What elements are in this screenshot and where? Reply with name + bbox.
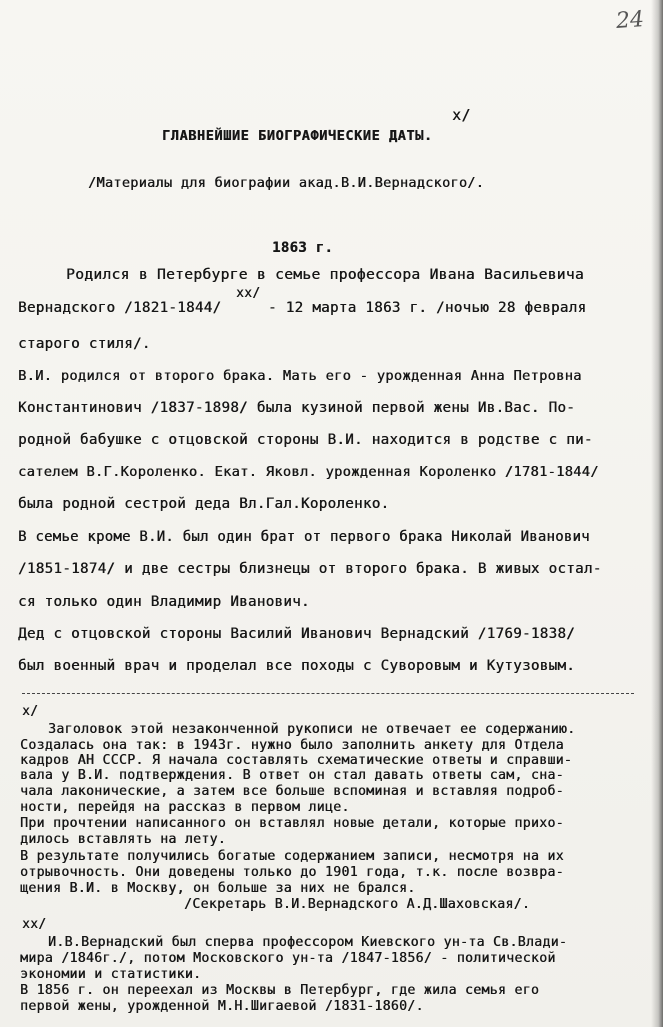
body-line: был военный врач и проделал все походы с Суворовым и Кутузовым. xyxy=(18,658,576,674)
body-line: была родной сестрой деда Вл.Гал.Короленко. xyxy=(18,496,390,512)
body-line: ся только один Владимир Иванович. xyxy=(18,594,310,610)
title-footnote-marker: x/ xyxy=(452,106,471,124)
year-heading: 1863 г. xyxy=(272,240,334,256)
body-line: Родился в Петербурге в семье профессора Ивана Васильевича xyxy=(66,266,584,283)
footnote-line: дилось вставлять на лету. xyxy=(20,832,226,847)
body-line: В.И. родился от второго брака. Мать его - урожденная Анна Петровна xyxy=(18,368,582,384)
body-line: родной бабушке с отцовской стороны В.И. находится в родстве с пи- xyxy=(18,432,593,448)
footnote-line: вала у В.И. подтверждения. В ответ он стал давать ответы сам, сна- xyxy=(20,768,564,783)
footnote-line: В 1856 г. он переехал из Москвы в Петербург, где жила семья его xyxy=(20,983,540,998)
body-line: сателем В.Г.Короленко. Екат. Яковл. урожденная Короленко /1781-1844/ xyxy=(18,464,599,480)
footnote-line: Заголовок этой незаконченной рукописи не отвечает ее содержанию. xyxy=(48,722,576,737)
body-line: Константинович /1837-1898/ была кузиной первой жены Ив.Вас. По- xyxy=(18,400,576,416)
page-number: 24 xyxy=(615,7,645,34)
footnote-marker-x: x/ xyxy=(22,704,39,719)
footnote-marker-xx: xx/ xyxy=(22,917,47,932)
body-line: /1851-1874/ и две сестры близнецы от второго брака. В живых остал- xyxy=(18,561,602,577)
body-line: - 12 марта 1863 г. /ночью 28 февраля xyxy=(268,300,587,316)
footnote-marker-xx: xx/ xyxy=(236,286,261,301)
footnote-line: мира /1846г./, потом Московского ун-та /1847-1856/ - политической xyxy=(20,951,556,966)
footnote-line: щения В.И. в Москву, он больше за них не брался. xyxy=(20,881,416,896)
footnote-signature: /Секретарь В.И.Вернадского А.Д.Шаховская/. xyxy=(184,897,531,912)
body-line: старого стиля/. xyxy=(18,336,151,352)
footnote-line: И.В.Вернадский был сперва профессором Киевского ун-та Св.Влади- xyxy=(48,935,568,950)
footnote-line: экономии и статистики. xyxy=(20,967,202,982)
page-edge-shadow xyxy=(651,0,663,1027)
footnote-separator xyxy=(22,693,634,694)
body-line: В семье кроме В.И. был один брат от первого брака Николай Иванович xyxy=(18,529,590,545)
footnote-line: При прочтении написанного он вставлял новые детали, которые прихо- xyxy=(20,816,564,831)
footnote-line: кадров АН СССР. Я начала составлять схематические ответы и справши- xyxy=(20,753,573,768)
document-subtitle: /Материалы для биографии акад.В.И.Вернадского/. xyxy=(88,175,485,191)
footnote-line: первой жены, урожденной М.Н.Шигаевой /1831-1860/. xyxy=(20,999,424,1014)
footnote-line: отрывочность. Они доведены только до 1901 года, т.к. после возвра- xyxy=(20,865,564,880)
footnote-line: чала лаконические, а затем все больше вспоминая и вставляя подроб- xyxy=(20,784,564,799)
body-line: Дед с отцовской стороны Василий Иванович Вернадский /1769-1838/ xyxy=(18,626,576,642)
footnote-line: Создалась она так: в 1943г. нужно было заполнить анкету для Отдела xyxy=(20,738,564,753)
footnote-line: ности, перейдя на рассказ в первом лице. xyxy=(20,800,350,815)
body-line: Вернадского /1821-1844/ xyxy=(18,300,222,316)
document-title: ГЛАВНЕЙШИЕ БИОГРАФИЧЕСКИЕ ДАТЫ. xyxy=(162,128,433,144)
footnote-line: В результате получились богатые содержанием записи, несмотря на их xyxy=(20,849,564,864)
